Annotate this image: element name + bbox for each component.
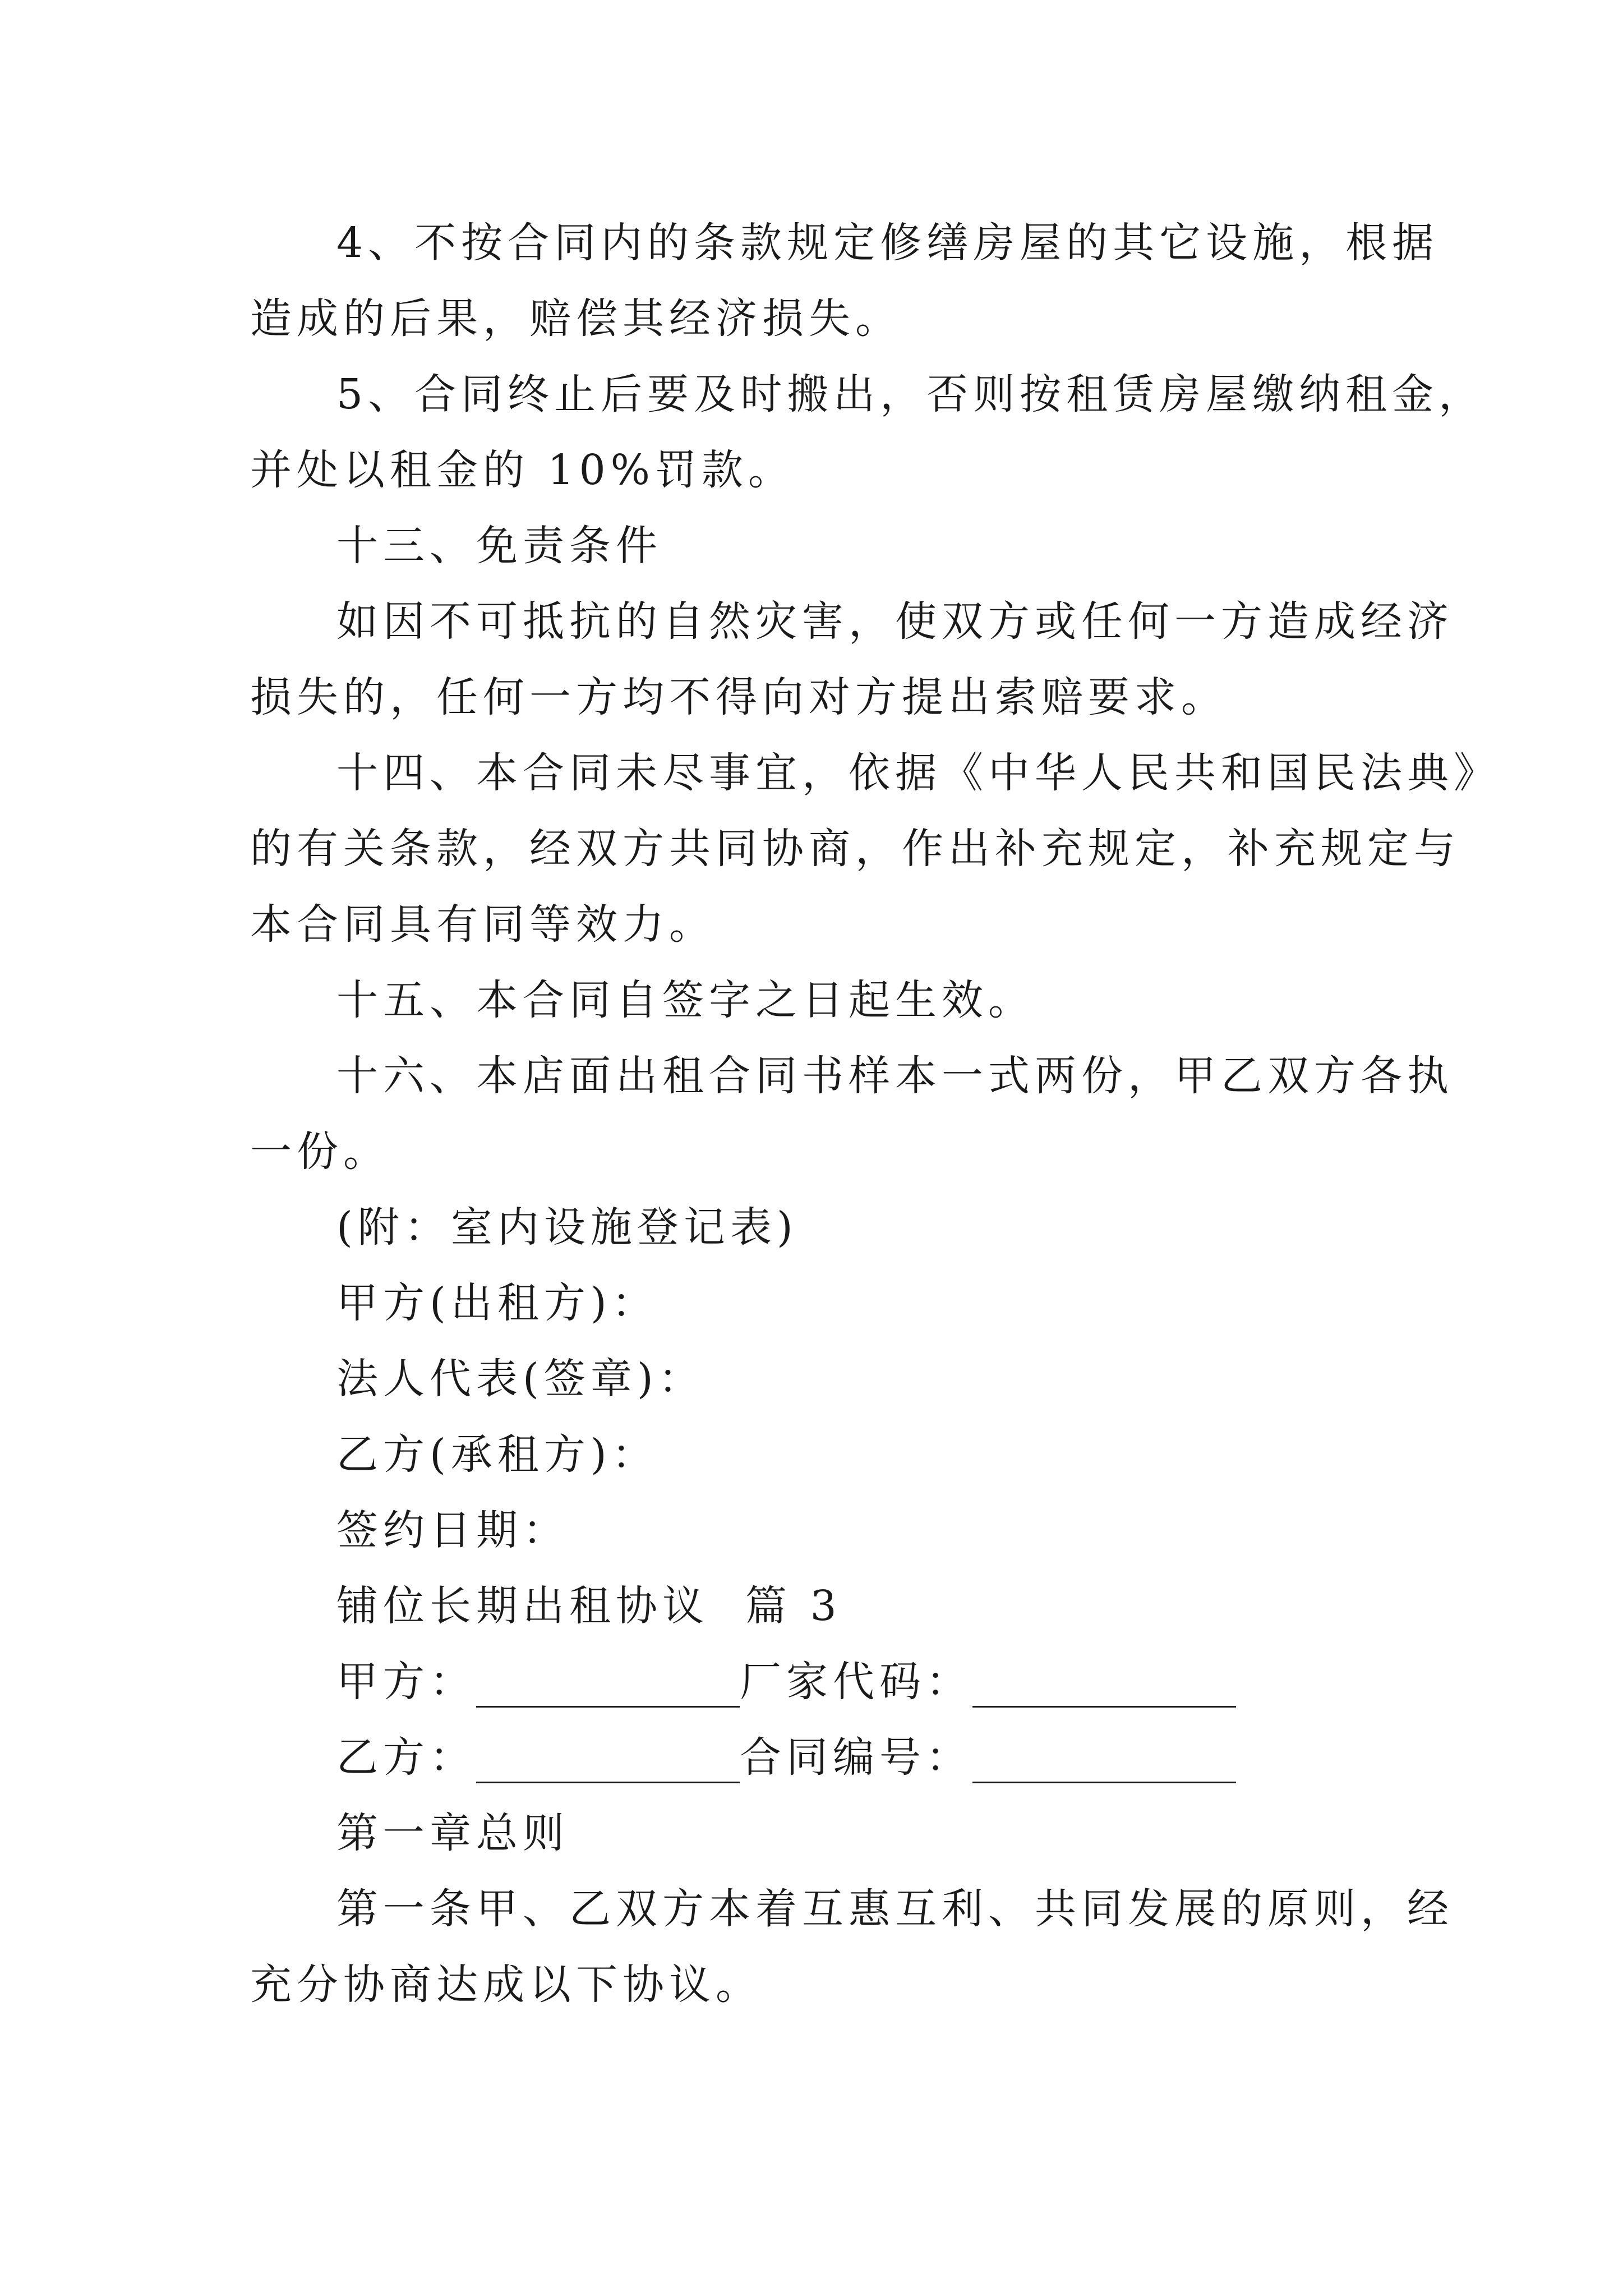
blank-contract-number[interactable] [972,1748,1236,1783]
paragraph-force-majeure [250,584,1454,735]
document-body [250,205,1500,2023]
text-line: 十六、本店面出租合同书样本一式两份，甲乙双方各执 [336,1052,1454,1100]
text-line: 并处以租金的 10%罚款。 [250,446,795,494]
text-line: 损失的，任何一方均不得向对方提出索赔要求。 [250,673,1228,721]
paragraph-section-15 [250,963,1400,1038]
blank-party-a[interactable] [476,1672,740,1708]
text-line: 造成的后果，赔偿其经济损失。 [250,295,902,343]
agreement-title [250,1568,1400,1644]
text-line: 充分协商达成以下协议。 [250,1961,762,2009]
text-line: 如因不可抵抗的自然灾害，使双方或任何一方造成经济 [336,597,1454,646]
heading-section-13 [250,508,1400,584]
signature-legal-rep [250,1341,1400,1417]
text-line: 4、不按合同内的条款规定修缮房屋的其它设施，根据 [336,219,1439,267]
text-line: 本合同具有同等效力。 [250,900,716,949]
signature-party-b [250,1417,1400,1493]
text-line: 的有关条款，经双方共同协商，作出补充规定，补充规定与 [250,825,1460,873]
text-line: 铺位长期出租协议 篇 3 [336,1582,842,1630]
signature-date [250,1493,1400,1568]
blank-vendor-code[interactable] [972,1672,1236,1708]
paragraph-article-1 [250,1871,1454,2023]
blank-party-b[interactable] [476,1748,740,1783]
paragraph-clause-5 [250,357,1486,508]
attachment-note [250,1190,1400,1266]
field-label-party-a: 甲方： [336,1658,476,1706]
signature-party-a [250,1266,1400,1341]
text-line: 签约日期： [336,1506,569,1554]
heading-chapter-1 [250,1796,1400,1871]
field-row-party-a [250,1644,1400,1720]
paragraph-clause-4 [250,205,1439,357]
text-line: 十四、本合同未尽事宜，依据《中华人民共和国民法典》 [336,749,1500,797]
text-line: (附：室内设施登记表) [336,1203,798,1251]
text-line: 十三、免责条件 [336,522,662,570]
field-label-contract-number: 合同编号： [740,1733,972,1782]
text-line: 5、合同终止后要及时搬出，否则按租赁房屋缴纳租金， [336,370,1486,418]
text-line: 法人代表(签章)： [336,1355,705,1403]
paragraph-section-14 [250,735,1500,963]
text-line: 一份。 [250,1128,390,1176]
field-row-party-b [250,1720,1400,1796]
field-label-party-b: 乙方： [336,1733,476,1782]
text-line: 第一章总则 [336,1809,569,1857]
text-line: 第一条甲、乙双方本着互惠互利、共同发展的原则，经 [336,1885,1454,1933]
paragraph-section-16 [250,1038,1454,1190]
text-line: 乙方(承租方)： [336,1430,658,1479]
text-line: 十五、本合同自签字之日起生效。 [336,976,1035,1024]
field-label-vendor-code: 厂家代码： [740,1658,972,1706]
text-line: 甲方(出租方)： [336,1279,658,1327]
